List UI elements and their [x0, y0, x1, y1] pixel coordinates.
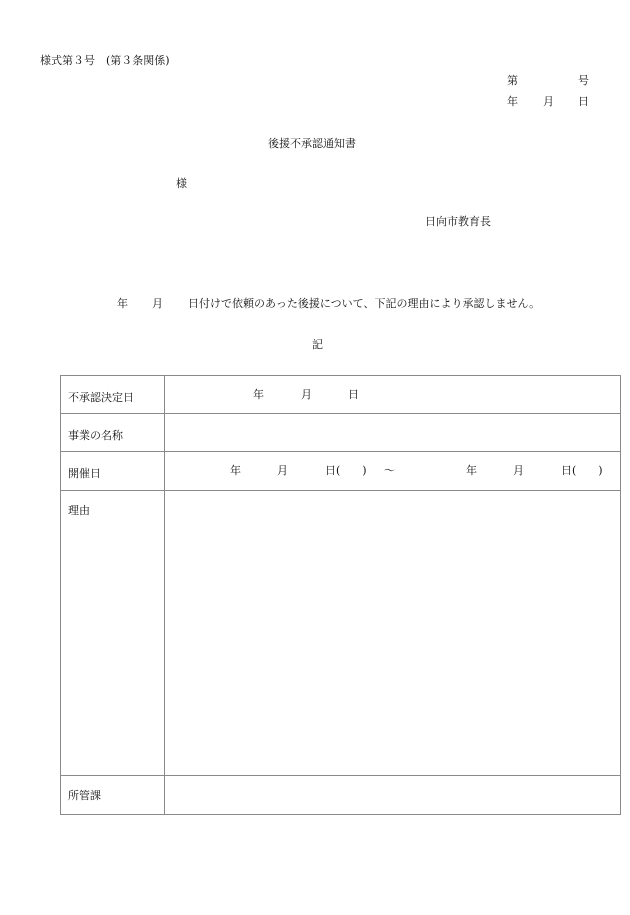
event-dates-label: 開催日 — [68, 467, 101, 480]
doc-date-day: 日 — [578, 95, 589, 108]
start-year: 年 — [230, 464, 241, 477]
decision-date-day: 日 — [348, 388, 359, 401]
reason-label: 理由 — [68, 504, 90, 517]
row-event-name — [61, 414, 621, 452]
reason-value[interactable] — [165, 491, 621, 776]
row-decision-date — [61, 376, 621, 414]
department-value[interactable] — [165, 776, 621, 815]
decision-date-value[interactable] — [165, 376, 621, 414]
decision-date-label: 不承認決定日 — [68, 391, 134, 404]
notice-table — [60, 375, 621, 815]
start-month: 月 — [277, 464, 288, 477]
end-month: 月 — [513, 464, 524, 477]
row-event-dates — [61, 452, 621, 491]
sender-name: 日向市教育長 — [425, 215, 491, 228]
recipient-sama: 様 — [176, 177, 187, 190]
body-month: 月 — [152, 297, 163, 310]
doc-number-dai: 第 — [507, 74, 518, 87]
document-title: 後援不承認通知書 — [268, 137, 356, 150]
end-day: 日( ) — [561, 464, 603, 477]
decision-date-year: 年 — [253, 388, 264, 401]
decision-date-month: 月 — [301, 388, 312, 401]
doc-number-go: 号 — [578, 74, 589, 87]
department-label: 所管課 — [68, 789, 101, 802]
row-department — [61, 776, 621, 815]
date-range-tilde: ～ — [384, 464, 395, 477]
form-header: 様式第３号 (第３条関係) — [40, 54, 170, 67]
event-name-label: 事業の名称 — [68, 429, 123, 442]
doc-date-month: 月 — [543, 95, 554, 108]
event-dates-value[interactable] — [165, 452, 621, 491]
ki-heading: 記 — [312, 338, 323, 351]
end-year: 年 — [466, 464, 477, 477]
row-reason — [61, 491, 621, 776]
doc-date-year: 年 — [507, 95, 518, 108]
body-year: 年 — [117, 297, 128, 310]
event-name-value[interactable] — [165, 414, 621, 452]
body-text: 日付けで依頼のあった後援について、下記の理由により承認しません。 — [188, 297, 541, 310]
start-day: 日( ) — [325, 464, 367, 477]
